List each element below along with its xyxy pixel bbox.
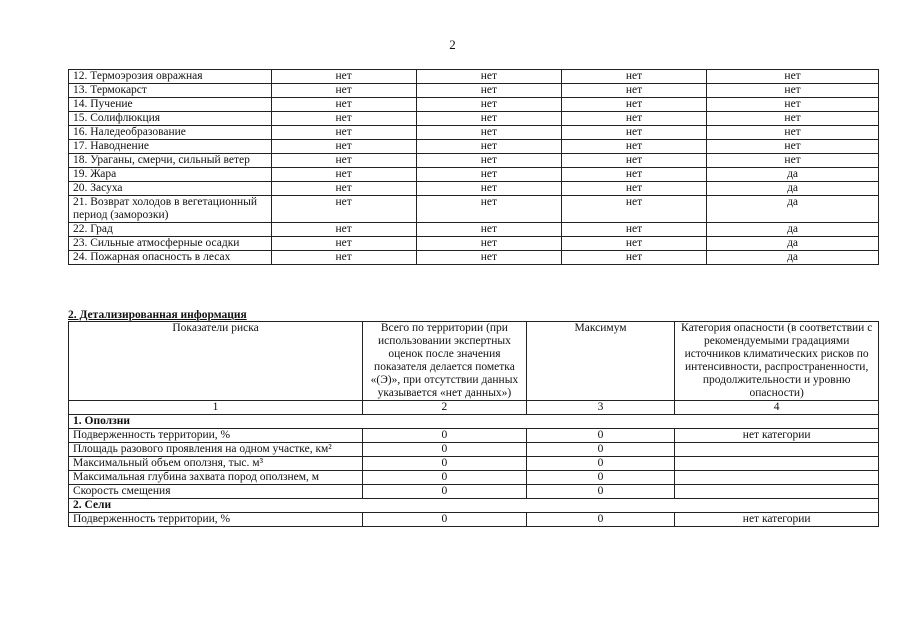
- indicator-total: 0: [363, 429, 527, 443]
- indicator-category: [675, 471, 879, 485]
- hazard-value: нет: [561, 112, 706, 126]
- hazard-value: нет: [561, 223, 706, 237]
- col-number-2: 2: [363, 401, 527, 415]
- header-max: Максимум: [526, 322, 675, 401]
- hazard-name: 16. Наледеобразование: [69, 126, 272, 140]
- hazard-row: [69, 140, 879, 154]
- indicator-row: [69, 429, 879, 443]
- indicator-row: [69, 457, 879, 471]
- indicator-name: Подверженность территории, %: [69, 429, 363, 443]
- hazard-value: нет: [561, 196, 706, 223]
- hazard-value: нет: [416, 98, 561, 112]
- indicator-max: 0: [526, 485, 675, 499]
- column-number-row: [69, 401, 879, 415]
- page-number: 2: [449, 37, 456, 52]
- group-row: [69, 499, 879, 513]
- hazard-value: нет: [707, 154, 879, 168]
- hazard-value: нет: [561, 154, 706, 168]
- hazard-value: нет: [271, 223, 416, 237]
- hazard-value: нет: [707, 140, 879, 154]
- header-indicators: Показатели риска: [69, 322, 363, 401]
- indicator-row: [69, 513, 879, 527]
- hazard-value: нет: [561, 126, 706, 140]
- hazard-name: 23. Сильные атмосферные осадки: [69, 237, 272, 251]
- hazard-value: нет: [416, 237, 561, 251]
- hazard-value: нет: [707, 126, 879, 140]
- hazard-value: да: [707, 196, 879, 223]
- hazard-value: нет: [561, 84, 706, 98]
- hazard-value: нет: [271, 112, 416, 126]
- hazard-value: нет: [561, 168, 706, 182]
- indicator-max: 0: [526, 457, 675, 471]
- indicator-category: [675, 457, 879, 471]
- hazard-value: нет: [707, 70, 879, 84]
- hazard-row: [69, 251, 879, 265]
- indicator-name: Максимальный объем оползня, тыс. м³: [69, 457, 363, 471]
- hazard-row: [69, 196, 879, 223]
- hazard-row: [69, 223, 879, 237]
- indicator-max: 0: [526, 429, 675, 443]
- indicator-name: Подверженность территории, %: [69, 513, 363, 527]
- hazard-row: [69, 84, 879, 98]
- hazard-name: 24. Пожарная опасность в лесах: [69, 251, 272, 265]
- hazard-name: 15. Солифлюкция: [69, 112, 272, 126]
- hazard-name: 17. Наводнение: [69, 140, 272, 154]
- hazard-value: нет: [416, 112, 561, 126]
- hazard-value: нет: [561, 251, 706, 265]
- hazard-value: нет: [271, 251, 416, 265]
- hazard-row: [69, 126, 879, 140]
- hazard-value: да: [707, 223, 879, 237]
- indicator-total: 0: [363, 457, 527, 471]
- hazard-value: нет: [271, 126, 416, 140]
- hazard-value: нет: [271, 98, 416, 112]
- col-number-3: 3: [526, 401, 675, 415]
- hazard-name: 18. Ураганы, смерчи, сильный ветер: [69, 154, 272, 168]
- col-number-4: 4: [675, 401, 879, 415]
- hazard-value: да: [707, 168, 879, 182]
- hazard-value: нет: [707, 84, 879, 98]
- indicator-category: нет категории: [675, 513, 879, 527]
- hazard-row: [69, 70, 879, 84]
- hazard-value: нет: [271, 84, 416, 98]
- section-title: 2. Детализированная информация: [68, 309, 247, 321]
- indicator-total: 0: [363, 513, 527, 527]
- hazard-value: нет: [271, 140, 416, 154]
- hazard-row: [69, 182, 879, 196]
- col-number-1: 1: [69, 401, 363, 415]
- hazard-value: нет: [271, 237, 416, 251]
- hazard-value: нет: [271, 168, 416, 182]
- hazard-row: [69, 237, 879, 251]
- hazard-name: 19. Жара: [69, 168, 272, 182]
- indicator-name: Скорость смещения: [69, 485, 363, 499]
- hazard-value: нет: [416, 223, 561, 237]
- indicator-row: [69, 485, 879, 499]
- hazard-value: нет: [561, 182, 706, 196]
- hazard-row: [69, 98, 879, 112]
- hazard-value: нет: [416, 70, 561, 84]
- hazard-value: нет: [416, 196, 561, 223]
- hazard-value: нет: [561, 70, 706, 84]
- hazard-value: нет: [416, 126, 561, 140]
- hazard-value: нет: [271, 70, 416, 84]
- indicator-row: [69, 443, 879, 457]
- indicator-category: нет категории: [675, 429, 879, 443]
- hazard-value: нет: [416, 251, 561, 265]
- hazard-value: нет: [561, 140, 706, 154]
- hazard-value: нет: [271, 182, 416, 196]
- hazard-value: да: [707, 182, 879, 196]
- indicator-total: 0: [363, 443, 527, 457]
- hazard-name: 14. Пучение: [69, 98, 272, 112]
- indicator-max: 0: [526, 471, 675, 485]
- hazard-value: нет: [271, 154, 416, 168]
- indicator-max: 0: [526, 513, 675, 527]
- hazard-value: нет: [271, 196, 416, 223]
- indicator-name: Площадь разового проявления на одном участке, км²: [69, 443, 363, 457]
- hazard-value: нет: [416, 84, 561, 98]
- header-row: [69, 322, 879, 401]
- group-row: [69, 415, 879, 429]
- hazard-value: нет: [416, 168, 561, 182]
- hazard-value: да: [707, 251, 879, 265]
- detailed-info-table: [68, 321, 879, 527]
- hazard-row: [69, 154, 879, 168]
- hazard-value: нет: [561, 237, 706, 251]
- indicator-category: [675, 443, 879, 457]
- hazard-row: [69, 168, 879, 182]
- header-category: Категория опасности (в соответствии с рекомендуемыми градациями источников климатических рисков по интенсивности, распространенности, продолжительности и уровню опасности): [675, 322, 879, 401]
- hazard-name: 21. Возврат холодов в вегетационный период (заморозки): [69, 196, 272, 223]
- hazard-value: нет: [561, 98, 706, 112]
- hazard-name: 13. Термокарст: [69, 84, 272, 98]
- hazard-name: 20. Засуха: [69, 182, 272, 196]
- hazard-row: [69, 112, 879, 126]
- header-total: Всего по территории (при использовании экспертных оценок после значения показателя делается пометка «(Э)», при отсутствии данных указывается «нет данных»): [363, 322, 527, 401]
- indicator-name: Максимальная глубина захвата пород оползнем, м: [69, 471, 363, 485]
- hazard-value: нет: [707, 98, 879, 112]
- indicator-max: 0: [526, 443, 675, 457]
- group-title: 1. Оползни: [69, 415, 879, 429]
- hazard-value: нет: [416, 154, 561, 168]
- hazard-name: 22. Град: [69, 223, 272, 237]
- indicator-row: [69, 471, 879, 485]
- hazard-value: нет: [416, 182, 561, 196]
- hazard-value: да: [707, 237, 879, 251]
- hazards-table: [68, 69, 879, 265]
- indicator-total: 0: [363, 485, 527, 499]
- hazard-value: нет: [416, 140, 561, 154]
- hazard-name: 12. Термоэрозия овражная: [69, 70, 272, 84]
- indicator-category: [675, 485, 879, 499]
- group-title: 2. Сели: [69, 499, 879, 513]
- hazard-value: нет: [707, 112, 879, 126]
- indicator-total: 0: [363, 471, 527, 485]
